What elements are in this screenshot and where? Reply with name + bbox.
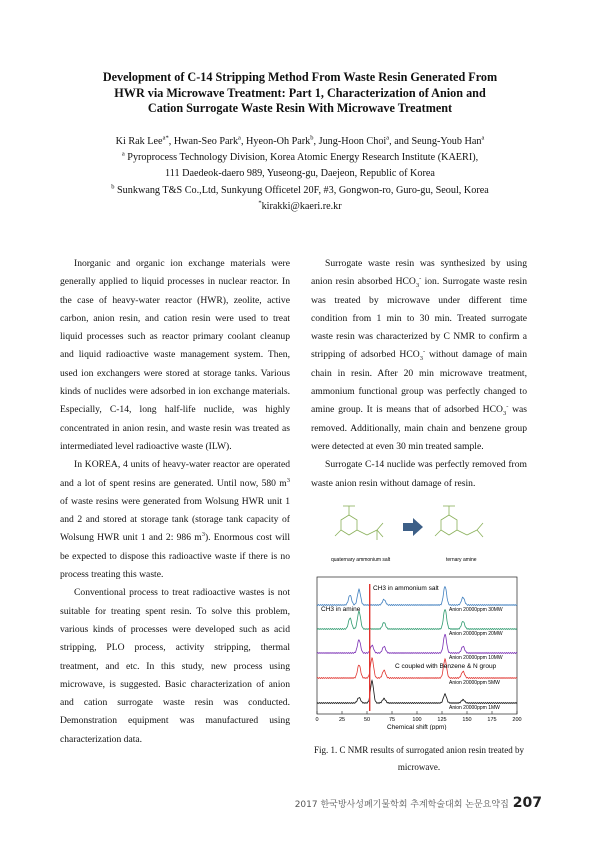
- ternary-amine-structure: [435, 506, 483, 537]
- corresponding-email: *kirakki@kaeri.re.kr: [258, 199, 342, 212]
- paragraph: Surrogate waste resin was synthesized by using anion resin absorbed $HCO_3^-$ ion. Surrogate waste resin was treated by microwave under different time condition from 1 min to 30 min. Treated surrogate waste resin was characterized by C NMR to confirm a stripping of adsorbed $HCO_3^-$ without damage of main chain in resin. After 20 min microwave treatment, ammonium functional group was perfectly changed to amine group. It is means that of adsorbed $HCO_3^-$ was removed. Additionally, main chain and benzene group were detected at even 30 min treated sample.: [311, 258, 528, 452]
- author-list: Ki Rak Lee$^{a*}$, Hwan-Seo Park$^a$, Hyeon-Oh Park$^b$, Jung-Hoon Choi$^a$, and Seung-Youb Han$^a$: [115, 134, 485, 147]
- right-column: [311, 255, 527, 493]
- title-line: Cation Surrogate Waste Resin With Microwave Treatment: [147, 101, 453, 116]
- affiliation-b: $^b$ Sunkwang T&S Co.,Ltd, Sunkyung Officetel 20F, #3, Gongwon-ro, Guro-gu, Seoul, Korea: [111, 183, 489, 196]
- nmr-figure: [313, 492, 529, 730]
- paragraph: Conventional process to treat radioactive wastes is not suitable for treating spent resin. To solve this problem, various kinds of processes were developed such as acid stripping, PLO process, activity stripping, thermal treatment, and etc. In this study, new process using microwave, is suggested. Basic characterization of anion and cation surrogate waste resin was conducted. Demonstration equipment was manufactured using characterization data.: [60, 587, 290, 745]
- annotation-ammonium: CH3 in ammonium salt: [373, 585, 439, 592]
- series-label: Anion 20000ppm 20MW: [449, 631, 503, 637]
- figure-caption: Fig. 1. C NMR results of surrogated anion resin treated by microwave.: [314, 745, 524, 772]
- paragraph: Inorganic and organic ion exchange materials were generally applied to liquid processes in nuclear reactor. In the case of heavy-water reactor (HWR), zeolite, active carbon, anion resin, and cation resin were used to treat liquid processes such as reactor primary coolant cleanup and liquid radioactive waste management system. Then, used ion exchangers were stored at storage tanks. Various kinds of nuclides were adsorbed in ion exchange materials. Especially, C-14, long half-life nuclide, was highly concentrated in anion resin, and waste resin was treated as intermediated level radioactive waste (ILW).: [60, 258, 290, 452]
- series-label: Anion 20000ppm 1MW: [449, 705, 500, 711]
- page-footer: [295, 795, 542, 811]
- x-tick-label: 75: [388, 717, 396, 723]
- paper-title: [60, 70, 540, 117]
- x-tick-label: 200: [512, 717, 522, 723]
- series-line: [317, 634, 517, 653]
- x-tick-label: 25: [338, 717, 346, 723]
- structure-label-right: ternary amine: [446, 557, 477, 563]
- footer-text: 2017 한국방사성폐기물학회 추계학술대회 논문요약집: [294, 800, 509, 810]
- series-label: Anion 20000ppm 5MW: [449, 680, 500, 686]
- quaternary-ammonium-structure: [335, 506, 383, 540]
- x-tick-label: 50: [363, 717, 371, 723]
- paragraph: In KOREA, 4 units of heavy-water reactor are operated and a lot of spent resins are generated. Until now, 580 $m^3$ of waste resins were generated from Wolsung HWR unit 1 and 2 and stored at storage tank (storage tank capacity of Wolsung HWR unit 1 and 2: 986 $m^3$). Enormous cost will be expected to dispose this radioactive waste if there is no process treating this waste.: [60, 459, 291, 581]
- x-tick-label: 100: [412, 717, 422, 723]
- x-tick-label: 0: [315, 717, 319, 723]
- annotation-benzene: C coupled with Benzene & N group: [395, 663, 497, 670]
- arrow-icon: [403, 518, 423, 536]
- figure-1: [313, 492, 529, 730]
- series-label: Anion 20000ppm 30MW: [449, 607, 503, 613]
- x-axis-label: Chemical shift (ppm): [387, 724, 447, 730]
- structure-label-left: quaternary ammonium salt: [331, 557, 391, 563]
- plot-frame: [317, 577, 517, 714]
- ammonium-marker-line: [369, 584, 370, 711]
- x-tick-label: 150: [462, 717, 472, 723]
- x-tick-label: 125: [437, 717, 447, 723]
- x-axis-ticks: [315, 711, 521, 723]
- left-column: [60, 255, 290, 749]
- affiliation-a: $^a$ Pyroprocess Technology Division, Korea Atomic Energy Research Institute (KAERI),: [121, 150, 479, 164]
- title-line: Development of C-14 Stripping Method From Waste Resin Generated From: [102, 70, 498, 84]
- x-tick-label: 175: [487, 717, 497, 723]
- affiliation-a-address: 111 Daedeok-daero 989, Yuseong-gu, Daejeon, Republic of Korea: [165, 168, 435, 180]
- paragraph: Surrogate C-14 nuclide was perfectly removed from waste anion resin without damage of resin.: [311, 459, 527, 489]
- title-line: HWR via Microwave Treatment: Part 1, Characterization of Anion and: [114, 85, 486, 100]
- author-block: [40, 134, 560, 215]
- page-number: 207: [512, 795, 542, 811]
- annotation-amine: CH3 in amine: [321, 606, 361, 613]
- series-label: Anion 20000ppm 10MW: [449, 655, 503, 661]
